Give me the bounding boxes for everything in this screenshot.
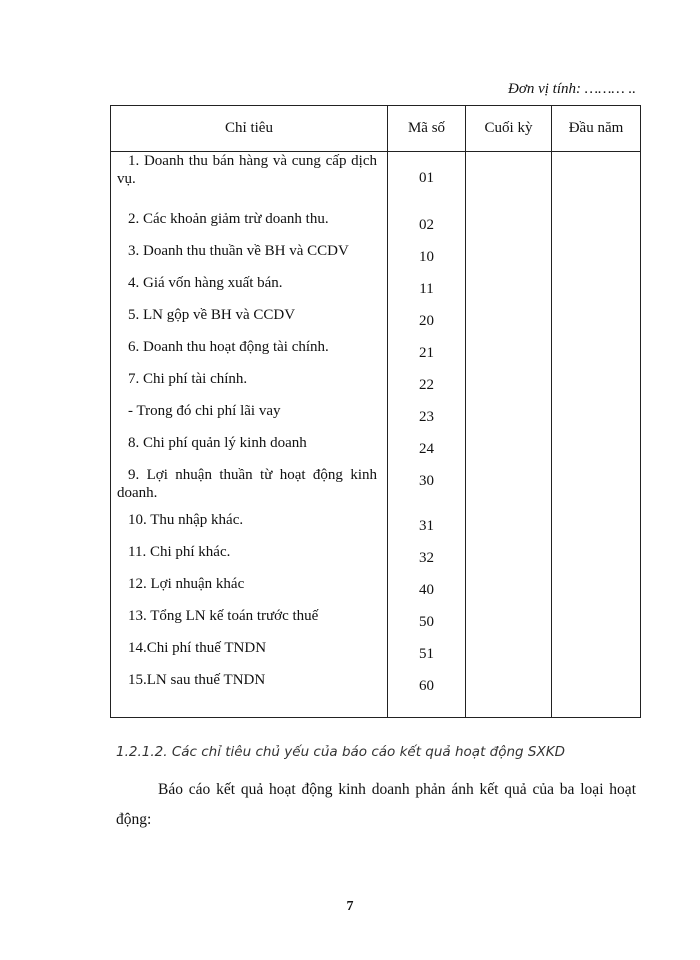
row-code: 60 [388, 671, 466, 718]
row-start-year-value [552, 434, 641, 466]
row-indicator-label: - Trong đó chi phí lãi vay [128, 403, 281, 419]
row-start-year-value [552, 671, 641, 718]
row-indicator [111, 607, 388, 639]
row-end-period-value [466, 466, 552, 511]
row-end-period-value [466, 210, 552, 242]
row-end-period-value [466, 152, 552, 211]
row-code: 01 [388, 152, 466, 211]
table-row [111, 210, 641, 242]
row-start-year-value [552, 543, 641, 575]
row-start-year-value [552, 607, 641, 639]
row-indicator-label: 5. LN gộp về BH và CCDV [128, 307, 296, 323]
row-indicator-label: 4. Giá vốn hàng xuất bán. [128, 275, 283, 291]
row-end-period-value [466, 402, 552, 434]
row-end-period-value [466, 274, 552, 306]
row-indicator-label: 8. Chi phí quản lý kinh doanh [128, 435, 307, 451]
row-indicator [111, 543, 388, 575]
row-indicator [111, 434, 388, 466]
table-row [111, 575, 641, 607]
table-row [111, 511, 641, 543]
row-start-year-value [552, 210, 641, 242]
row-indicator-label: 14.Chi phí thuế TNDN [128, 640, 267, 656]
row-end-period-value [466, 639, 552, 671]
row-indicator [111, 511, 388, 543]
row-start-year-value [552, 511, 641, 543]
row-indicator [111, 210, 388, 242]
row-start-year-value [552, 575, 641, 607]
row-code: 32 [388, 543, 466, 575]
header-end-period: Cuối kỳ [466, 106, 552, 152]
row-indicator-label: 12. Lợi nhuận khác [128, 576, 245, 592]
row-start-year-value [552, 466, 641, 511]
table-row [111, 671, 641, 718]
row-indicator [111, 152, 388, 211]
row-start-year-value [552, 306, 641, 338]
row-indicator-label: 1. Doanh thu bán hàng và cung cấp dịch vụ. [117, 153, 377, 187]
row-code: 22 [388, 370, 466, 402]
row-indicator-label: 6. Doanh thu hoạt động tài chính. [128, 339, 329, 355]
row-indicator [111, 370, 388, 402]
table-row [111, 338, 641, 370]
row-start-year-value [552, 402, 641, 434]
table-row [111, 466, 641, 511]
unit-label: Đơn vị tính: ……… .. [507, 81, 636, 97]
row-end-period-value [466, 511, 552, 543]
row-indicator-label: 3. Doanh thu thuần về BH và CCDV [128, 243, 349, 259]
table-row [111, 370, 641, 402]
row-start-year-value [552, 639, 641, 671]
table-row [111, 242, 641, 274]
row-indicator [111, 274, 388, 306]
row-end-period-value [466, 575, 552, 607]
row-end-period-value [466, 543, 552, 575]
header-indicator: Chỉ tiêu [111, 106, 388, 152]
row-indicator [111, 338, 388, 370]
row-start-year-value [552, 152, 641, 211]
table-row [111, 434, 641, 466]
row-end-period-value [466, 370, 552, 402]
row-end-period-value [466, 607, 552, 639]
row-code: 11 [388, 274, 466, 306]
page-number: 7 [346, 899, 354, 914]
table-row [111, 402, 641, 434]
row-start-year-value [552, 338, 641, 370]
row-code: 24 [388, 434, 466, 466]
row-end-period-value [466, 671, 552, 718]
section-heading: 1.2.1.2. Các chỉ tiêu chủ yếu của báo cáo kết quả hoạt động SXKD [116, 744, 565, 760]
row-end-period-value [466, 434, 552, 466]
row-code: 40 [388, 575, 466, 607]
row-code: 50 [388, 607, 466, 639]
row-code: 23 [388, 402, 466, 434]
table-row [111, 607, 641, 639]
row-indicator [111, 242, 388, 274]
income-statement-table [110, 105, 641, 718]
row-indicator-label: 13. Tổng LN kế toán trước thuế [128, 608, 319, 624]
row-end-period-value [466, 242, 552, 274]
row-indicator-label: 9. Lợi nhuận thuần từ hoạt động kinh doanh. [117, 467, 377, 501]
body-paragraph: Báo cáo kết quả hoạt động kinh doanh phản ánh kết quả của ba loại hoạt động: [116, 781, 636, 828]
row-code: 31 [388, 511, 466, 543]
row-start-year-value [552, 370, 641, 402]
table-header-row [111, 106, 641, 152]
row-end-period-value [466, 338, 552, 370]
table-row [111, 274, 641, 306]
row-indicator-label: 7. Chi phí tài chính. [128, 371, 248, 387]
row-code: 20 [388, 306, 466, 338]
row-indicator [111, 402, 388, 434]
row-indicator-label: 10. Thu nhập khác. [128, 512, 244, 528]
row-indicator-label: 11. Chi phí khác. [128, 544, 231, 560]
row-indicator [111, 639, 388, 671]
table-row [111, 543, 641, 575]
row-code: 30 [388, 466, 466, 511]
row-indicator [111, 466, 388, 511]
row-start-year-value [552, 242, 641, 274]
row-indicator-label: 15.LN sau thuế TNDN [128, 672, 266, 688]
header-code: Mã số [388, 106, 466, 152]
row-indicator [111, 671, 388, 718]
table-row [111, 639, 641, 671]
table-row [111, 306, 641, 338]
row-code: 02 [388, 210, 466, 242]
header-start-year: Đầu năm [552, 106, 641, 152]
row-indicator [111, 306, 388, 338]
row-start-year-value [552, 274, 641, 306]
row-code: 21 [388, 338, 466, 370]
table-row [111, 152, 641, 211]
row-indicator [111, 575, 388, 607]
row-indicator-label: 2. Các khoản giảm trừ doanh thu. [128, 211, 329, 227]
row-code: 51 [388, 639, 466, 671]
row-code: 10 [388, 242, 466, 274]
row-end-period-value [466, 306, 552, 338]
